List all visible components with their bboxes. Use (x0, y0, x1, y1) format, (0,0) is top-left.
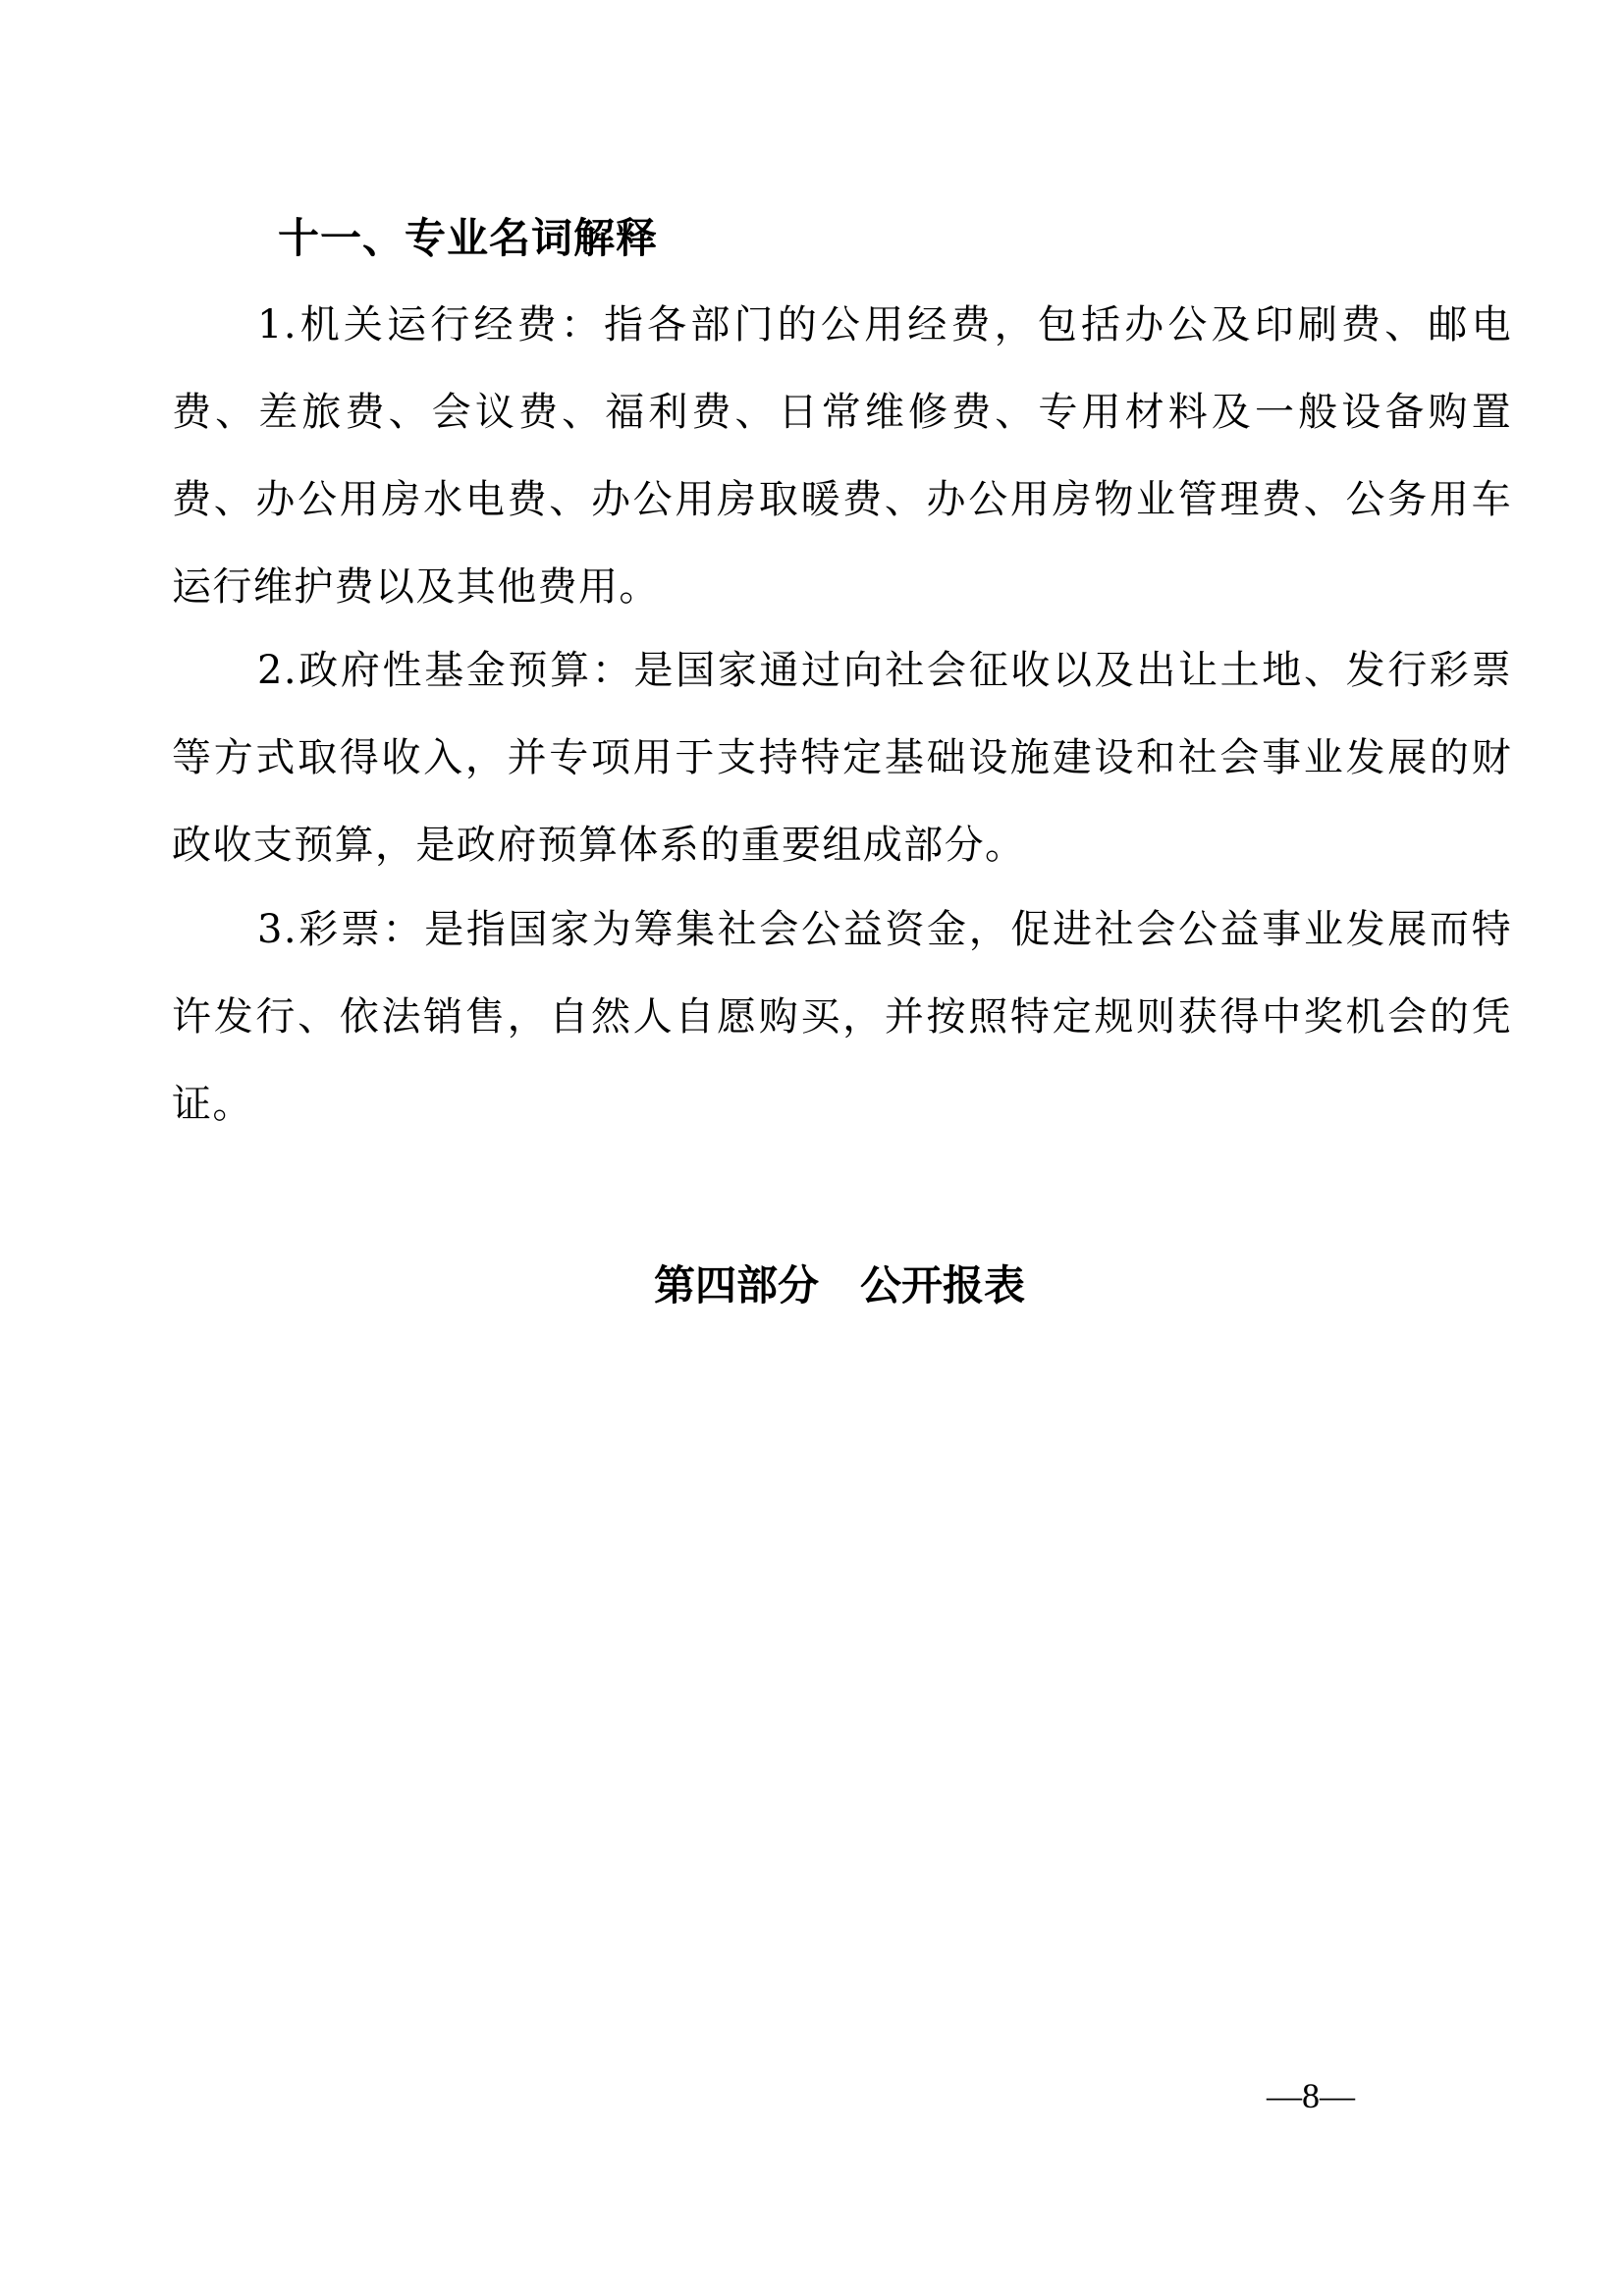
paragraph-office-operating-expenses: 1.机关运行经费：指各部门的公用经费，包括办公及印刷费、邮电费、差旅费、会议费、福利费、日常维修费、专用材料及一般设备购置费、办公用房水电费、办公用房取暖费、办公用房物业管理费、公务用车运行维护费以及其他费用。 (172, 302, 1512, 610)
paragraph-lottery: 3.彩票：是指国家为筹集社会公益资金，促进社会公益事业发展而特许发行、依法销售，自然人自愿购买，并按照特定规则获得中奖机会的凭证。 (172, 907, 1512, 1127)
part-title: 第四部分 公开报表 (653, 1261, 1025, 1309)
section-heading: 十一、专业名词解释 (278, 214, 659, 262)
paragraph-government-fund-budget: 2.政府性基金预算：是国家通过向社会征收以及出让土地、发行彩票等方式取得收入，并专项用于支持特定基础设施建设和社会事业发展的财政收支预算，是政府预算体系的重要组成部分。 (172, 648, 1512, 868)
page-number: —8— (1267, 2076, 1355, 2115)
